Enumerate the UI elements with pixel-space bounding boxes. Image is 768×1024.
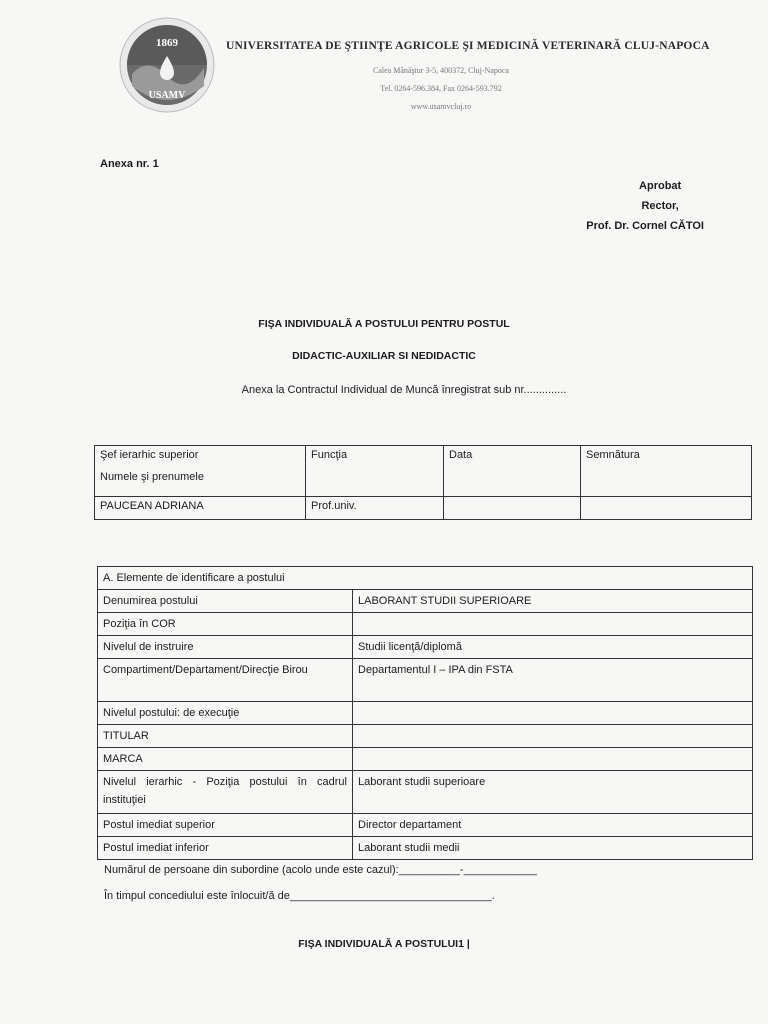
row-value: LABORANT STUDII SUPERIOARE	[353, 590, 753, 613]
document-title-sub: DIDACTIC-AUXILIAR SI NEDIDACTIC	[292, 350, 476, 362]
identification-table	[97, 566, 753, 860]
table-row	[95, 497, 752, 520]
row-label: Compartiment/Departament/Direcţie Birou	[98, 659, 353, 702]
page-footer: FIŞA INDIVIDUALĂ A POSTULUI1 |	[298, 938, 470, 950]
header-cell-name: Numele şi prenumele	[100, 471, 204, 483]
table-row	[98, 590, 753, 613]
subordinates-line: Numărul de persoane din subordine (acolo unde este cazul):__________-____________	[104, 864, 537, 876]
supervisor-table	[94, 445, 752, 520]
university-logo	[118, 16, 216, 114]
header-cell-date: Data	[444, 446, 581, 497]
row-value: Laborant studii medii	[353, 837, 753, 860]
row-label: Denumirea postului	[98, 590, 353, 613]
replacement-line: În timpul concediului este înlocuit/ă de_________________________________.	[104, 890, 495, 902]
header-cell-supervisor: Şef ierarhic superior	[100, 449, 199, 461]
row-label: MARCA	[98, 748, 353, 771]
row-label: Nivelul postului: de execuţie	[98, 702, 353, 725]
university-name: UNIVERSITATEA DE ŞTIINŢE AGRICOLE ŞI MEDICINĂ VETERINARĂ CLUJ-NAPOCA	[226, 40, 710, 52]
contract-reference: Anexa la Contractul Individual de Muncă înregistrat sub nr..............	[241, 384, 567, 396]
approval-name: Prof. Dr. Cornel CĂTOI	[586, 220, 704, 232]
row-label: Postul imediat superior	[98, 814, 353, 837]
approval-status: Aprobat	[639, 180, 682, 192]
supervisor-function: Prof.univ.	[306, 497, 444, 520]
identification-title: A. Elemente de identificare a postului	[98, 567, 753, 590]
supervisor-name: PAUCEAN ADRIANA	[95, 497, 306, 520]
row-label: TITULAR	[98, 725, 353, 748]
supervisor-signature	[581, 497, 752, 520]
logo-year: 1869	[156, 37, 178, 49]
table-row	[98, 814, 753, 837]
approval-block	[586, 176, 704, 236]
table-row	[98, 748, 753, 771]
header-cell-function: Funcţia	[306, 446, 444, 497]
logo-text: USAMV	[148, 90, 186, 101]
row-value	[353, 702, 753, 725]
address-line: Calea Mănăştur 3-5, 400372, Cluj-Napoca	[373, 66, 509, 75]
table-row	[98, 702, 753, 725]
table-row	[98, 613, 753, 636]
row-value	[353, 725, 753, 748]
table-row	[98, 771, 753, 814]
table-cell	[95, 446, 306, 497]
table-row	[98, 567, 753, 590]
approval-role: Rector,	[641, 200, 679, 212]
table-row	[95, 446, 752, 497]
table-row	[98, 837, 753, 860]
table-row	[98, 725, 753, 748]
row-value: Laborant studii superioare	[353, 771, 753, 814]
document-title: FIŞA INDIVIDUALĂ A POSTULUI PENTRU POSTUL	[258, 318, 510, 330]
anexa-label: Anexa nr. 1	[100, 158, 159, 170]
row-label: Postul imediat inferior	[98, 837, 353, 860]
row-label: Nivelul de instruire	[98, 636, 353, 659]
contact-line: Tel. 0264-596.384, Fax 0264-593.792	[380, 84, 502, 93]
row-label: Nivelul ierarhic - Poziţia postului în cadrul instituţiei	[98, 771, 353, 814]
row-value	[353, 748, 753, 771]
row-value: Director departament	[353, 814, 753, 837]
header-cell-signature: Semnătura	[581, 446, 752, 497]
website-line: www.usamvcluj.ro	[410, 102, 472, 111]
supervisor-date	[444, 497, 581, 520]
row-label: Poziţia în COR	[98, 613, 353, 636]
row-value: Studii licenţă/diplomă	[353, 636, 753, 659]
row-value	[353, 613, 753, 636]
table-row	[98, 659, 753, 702]
table-row	[98, 636, 753, 659]
row-value: Departamentul I – IPA din FSTA	[353, 659, 753, 702]
